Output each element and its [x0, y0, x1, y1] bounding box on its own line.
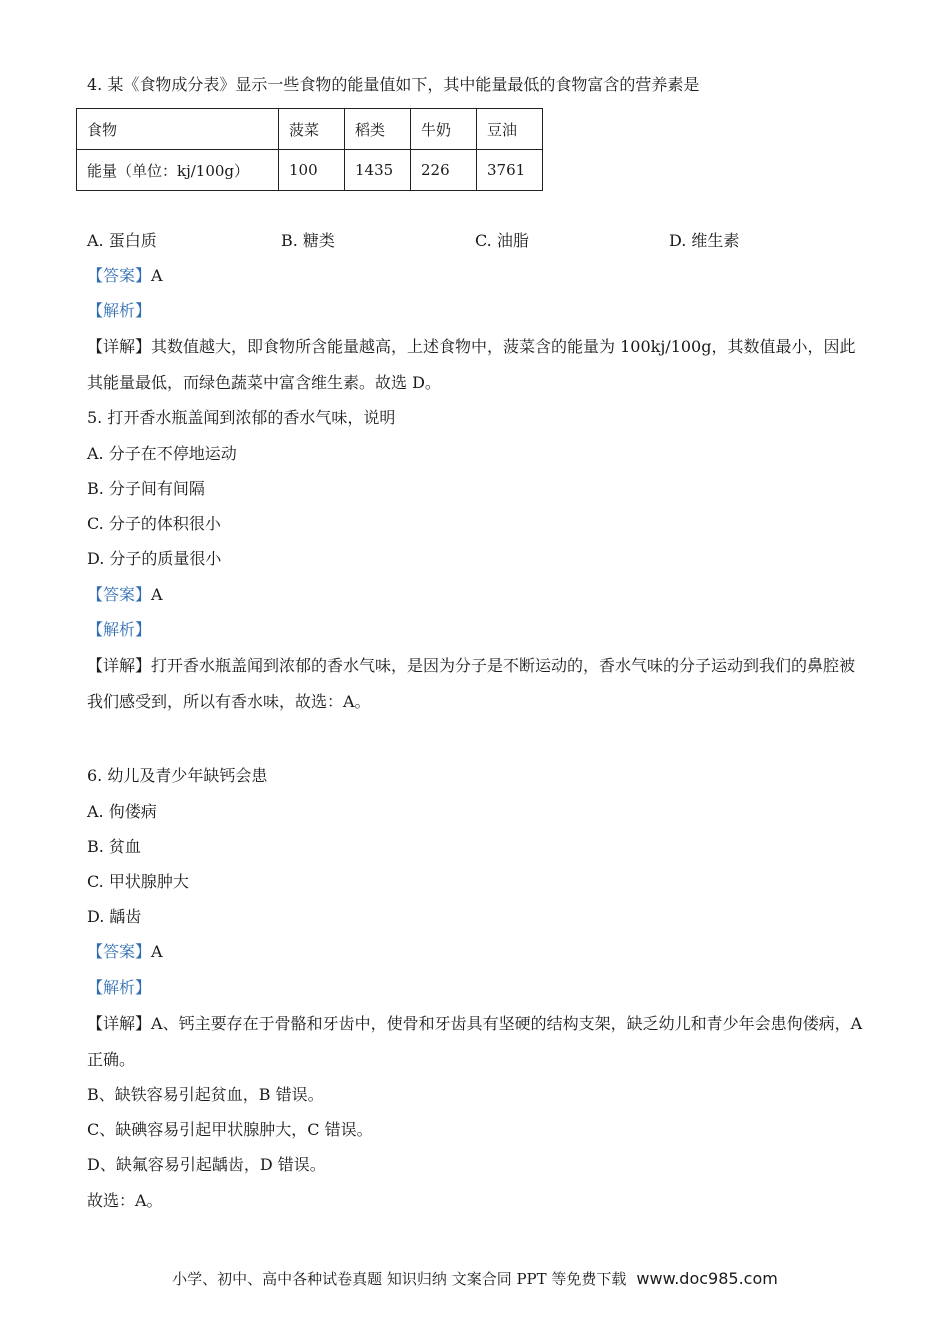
q4-option-c: C. 油脂 — [475, 231, 529, 250]
table-row — [77, 150, 543, 191]
q5-analysis-tag: 【解析】 — [87, 620, 152, 639]
q4-stem: 4. 某《食物成分表》显示一些食物的能量值如下，其中能量最低的食物富含的营养素是 — [87, 75, 700, 94]
q4-option-a: A. 蛋白质 — [87, 231, 157, 250]
answer-tag: 【答案】 — [87, 585, 152, 604]
detail-tag: 【详解】 — [87, 337, 152, 356]
table-cell: 豆油 — [477, 109, 543, 150]
q6-line-c: C、缺碘容易引起甲状腺肿大，C 错误。 — [87, 1120, 373, 1139]
q6-line-b: B、缺铁容易引起贫血，B 错误。 — [87, 1085, 324, 1104]
table-cell: 菠菜 — [279, 109, 345, 150]
q5-answer — [87, 584, 163, 606]
footer — [0, 1268, 950, 1289]
table-cell: 稻类 — [345, 109, 411, 150]
food-energy-table — [76, 108, 543, 191]
answer-value: A — [151, 942, 163, 961]
table-cell: 1435 — [345, 150, 411, 191]
detail-text: 打开香水瓶盖闻到浓郁的香水气味，是因为分子是不断运动的，香水气味的分子运动到我们的鼻腔被我们感受到，所以有香水味，故选：A。 — [87, 656, 856, 711]
q6-option-c: C. 甲状腺肿大 — [87, 872, 189, 891]
q6-answer — [87, 941, 163, 963]
footer-site-link[interactable]: www.doc985.com — [636, 1269, 778, 1288]
detail-tag: 【详解】 — [87, 1014, 152, 1033]
answer-value: A — [151, 585, 163, 604]
answer-tag: 【答案】 — [87, 266, 152, 285]
table-cell: 226 — [411, 150, 477, 191]
detail-text: 其数值越大，即食物所含能量越高，上述食物中，菠菜含的能量为 100kj/100g，其数值最小，因此其能量最低，而绿色蔬菜中富含维生素。故选 D。 — [87, 337, 856, 392]
q5-option-c: C. 分子的体积很小 — [87, 514, 221, 533]
table-cell: 100 — [279, 150, 345, 191]
q4-option-d: D. 维生素 — [669, 231, 740, 250]
answer-tag: 【答案】 — [87, 942, 152, 961]
q4-answer — [87, 265, 163, 287]
q5-option-d: D. 分子的质量很小 — [87, 549, 222, 568]
table-cell: 食物 — [77, 109, 279, 150]
q5-option-b: B. 分子间有间隔 — [87, 479, 205, 498]
q5-option-a: A. 分子在不停地运动 — [87, 444, 237, 463]
q6-detail — [87, 1006, 867, 1078]
q5-stem: 5. 打开香水瓶盖闻到浓郁的香水气味，说明 — [87, 408, 396, 427]
table-cell: 牛奶 — [411, 109, 477, 150]
q6-option-a: A. 佝偻病 — [87, 802, 157, 821]
q6-option-b: B. 贫血 — [87, 837, 141, 856]
table-row — [77, 109, 543, 150]
table-cell: 能量（单位：kj/100g） — [77, 150, 279, 191]
q6-stem: 6. 幼儿及青少年缺钙会患 — [87, 766, 268, 785]
table-cell: 3761 — [477, 150, 543, 191]
q6-final-choice: 故选：A。 — [87, 1191, 163, 1210]
answer-value: A — [151, 266, 163, 285]
detail-text: A、钙主要存在于骨骼和牙齿中，使骨和牙齿具有坚硬的结构支架，缺乏幼儿和青少年会患佝偻病，A 正确。 — [87, 1014, 863, 1069]
q4-option-b: B. 糖类 — [281, 231, 335, 250]
q5-detail — [87, 648, 867, 720]
footer-text: 小学、初中、高中各种试卷真题 知识归纳 文案合同 PPT 等免费下载 — [172, 1270, 627, 1288]
q4-analysis-tag: 【解析】 — [87, 301, 152, 320]
q6-analysis-tag: 【解析】 — [87, 978, 152, 997]
detail-tag: 【详解】 — [87, 656, 152, 675]
q6-option-d: D. 龋齿 — [87, 907, 142, 926]
q6-line-d: D、缺氟容易引起龋齿，D 错误。 — [87, 1155, 326, 1174]
q4-detail — [87, 329, 867, 401]
